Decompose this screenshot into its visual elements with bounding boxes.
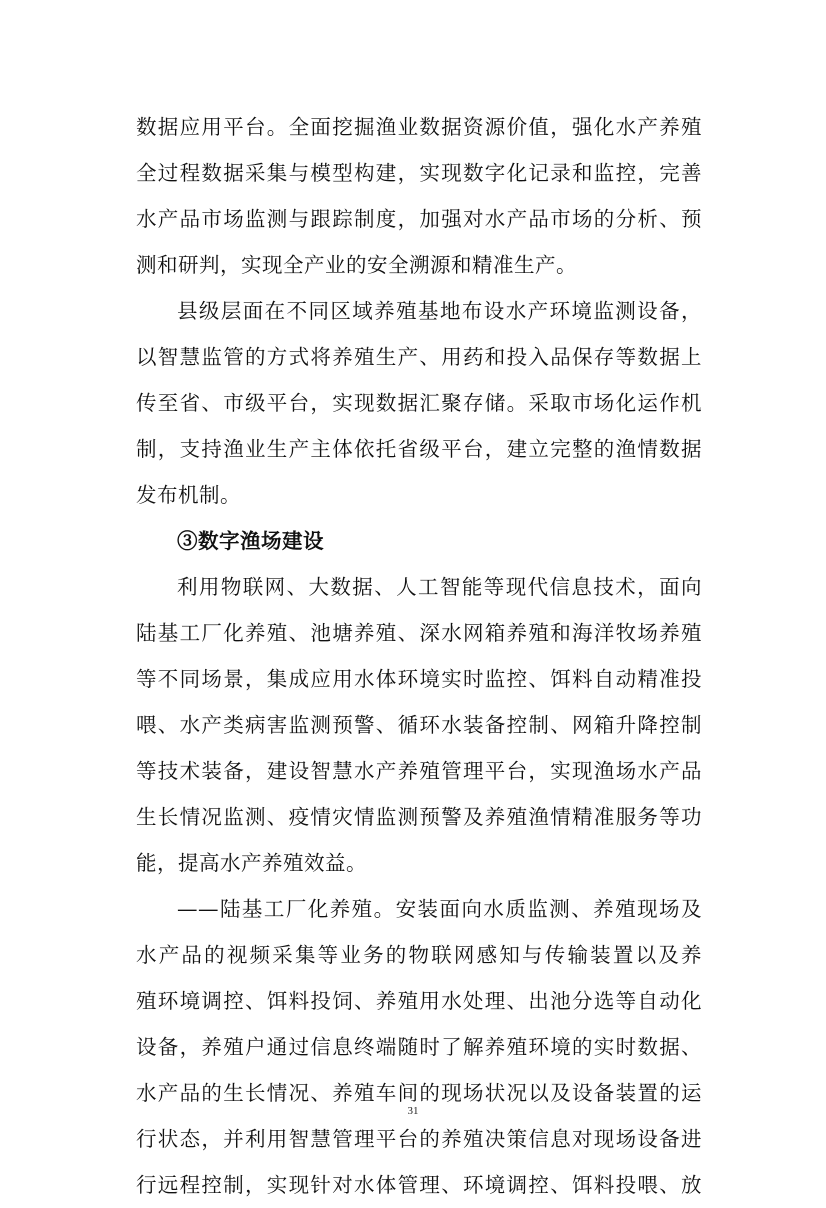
text-line: 水产品的视频采集等业务的物联网感知与传输装置以及养 [136,943,702,967]
text-line: 能，提高水产养殖效益。 [136,851,367,875]
page-number: 31 [407,1105,419,1117]
text-line: 县级层面在不同区域养殖基地布设水产环境监测设备， [177,299,702,323]
body-text [136,104,702,1208]
text-line: 利用物联网、大数据、人工智能等现代信息技术，面向 [177,575,702,599]
text-line: 以智慧监管的方式将养殖生产、用药和投入品保存等数据上 [136,345,702,369]
text-line: 喂、水产类病害监测预警、循环水装备控制、网箱升降控制 [136,713,702,737]
text-line: ——陆基工厂化养殖。安装面向水质监测、养殖现场及 [177,897,702,921]
text-line: 等技术装备，建设智慧水产养殖管理平台，实现渔场水产品 [136,759,702,783]
text-line: 殖环境调控、饵料投饲、养殖用水处理、出池分选等自动化 [136,989,702,1013]
text-line: 全过程数据采集与模型构建，实现数字化记录和监控，完善 [136,161,702,185]
text-line: 陆基工厂化养殖、池塘养殖、深水网箱养殖和海洋牧场养殖 [136,621,702,645]
text-line: 水产品市场监测与跟踪制度，加强对水产品市场的分析、预 [136,207,702,231]
text-line: 数据应用平台。全面挖掘渔业数据资源价值，强化水产养殖 [136,115,702,139]
text-line: 等不同场景，集成应用水体环境实时监控、饵料自动精准投 [136,667,702,691]
text-line: 生长情况监测、疫情灾情监测预警及养殖渔情精准服务等功 [136,805,702,829]
text-line: 水产品的生长情况、养殖车间的现场状况以及设备装置的运 [136,1081,702,1105]
text-line: 发布机制。 [136,483,241,507]
text-line: 行远程控制，实现针对水体管理、环境调控、饵料投喂、放 [136,1173,702,1197]
text-line: 制，支持渔业生产主体依托省级平台，建立完整的渔情数据 [136,437,702,461]
text-line: 测和研判，实现全产业的安全溯源和精准生产。 [136,253,577,277]
section-heading: ③数字渔场建设 [177,529,324,553]
text-line: 设备，养殖户通过信息终端随时了解养殖环境的实时数据、 [136,1035,702,1059]
text-line: 行状态，并利用智慧管理平台的养殖决策信息对现场设备进 [136,1127,702,1151]
text-line: 传至省、市级平台，实现数据汇聚存储。采取市场化运作机 [136,391,702,415]
